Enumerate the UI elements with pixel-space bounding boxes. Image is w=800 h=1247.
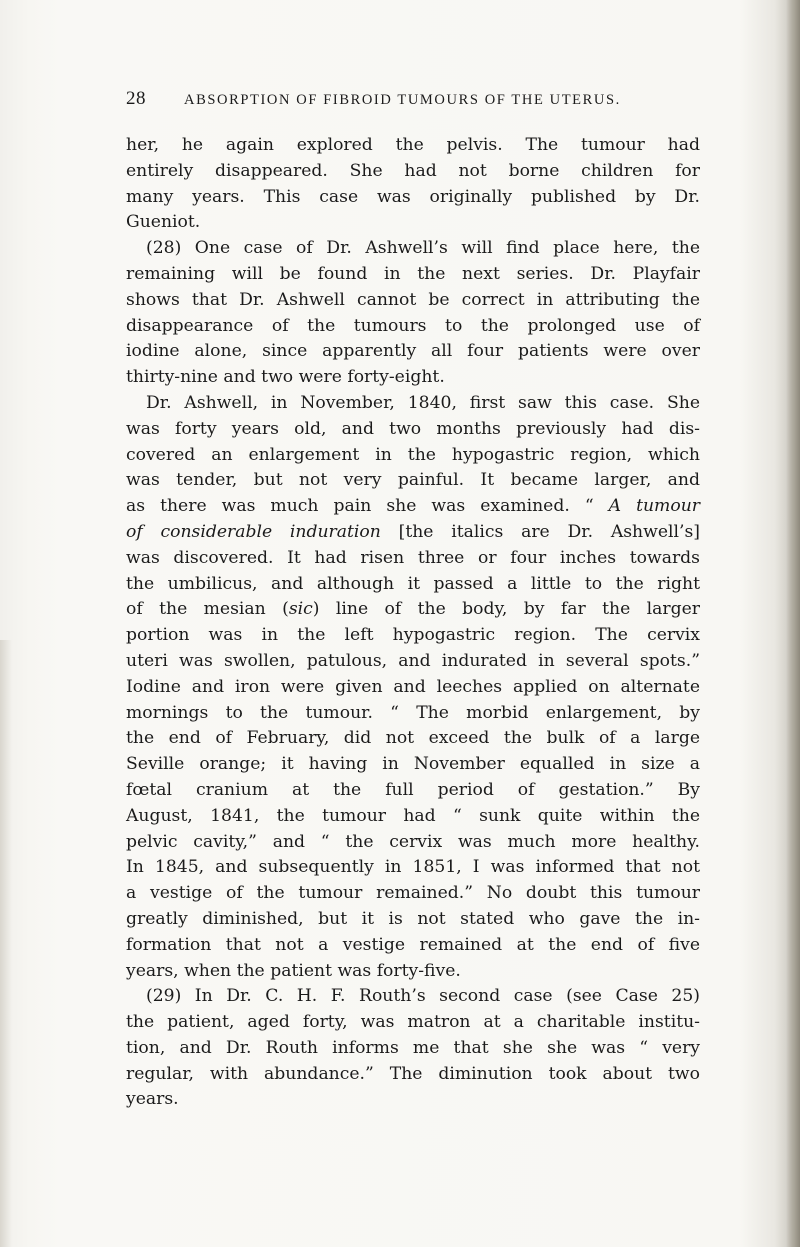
italic-text: sic — [288, 599, 313, 620]
text-line: shows that Dr. Ashwell cannot be correct in attributing the — [126, 289, 700, 310]
text-line: a vestige of the tumour remained.” No doubt this tumour — [126, 883, 700, 904]
running-head — [126, 88, 686, 112]
text-line: uteri was swollen, patulous, and indurated in several spots.” — [126, 650, 700, 671]
text-line-with-italics: as there was much pain she was examined. “ A tumour — [126, 496, 700, 517]
text-line: was forty years old, and two months previously had dis- — [126, 418, 700, 439]
text-line: the patient, aged forty, was matron at a charitable institu- — [126, 1012, 700, 1033]
text-line: the end of February, did not exceed the bulk of a large — [126, 728, 700, 749]
text-line: remaining will be found in the next series. Dr. Playfair — [126, 263, 700, 284]
text-line-with-italics: of the mesian (sic) line of the body, by far the larger — [126, 599, 700, 620]
text-line: greatly diminished, but it is not stated who gave the in- — [126, 908, 700, 929]
paragraph-start-28: (28) One case of Dr. Ashwell’s will find place here, the — [146, 238, 700, 259]
text-line: disappearance of the tumours to the prolonged use of — [126, 315, 700, 336]
text-line: Iodine and iron were given and leeches applied on alternate — [126, 676, 700, 697]
text-line: her, he again explored the pelvis. The tumour had — [126, 135, 700, 155]
text-line: Seville orange; it having in November equalled in size a — [126, 754, 700, 775]
page-edge-right — [786, 0, 800, 1247]
text-line: was tender, but not very painful. It became larger, and — [126, 470, 700, 491]
paragraph-start-ashwell: Dr. Ashwell, in November, 1840, first saw this case. She — [146, 392, 700, 413]
text-line-with-italics: of considerable induration [the italics are Dr. Ashwell’s] — [126, 521, 700, 542]
text-line: portion was in the left hypogastric region. The cervix — [126, 625, 700, 646]
body-text — [126, 133, 700, 1113]
paragraph-start-29: (29) In Dr. C. H. F. Routh’s second case (see Case 25) — [146, 986, 700, 1007]
text-line: entirely disappeared. She had not borne children for — [126, 160, 700, 181]
page-number: 28 — [126, 88, 146, 109]
text-line: was discovered. It had risen three or four inches towards — [126, 547, 700, 568]
italic-text: A tumour — [608, 496, 700, 517]
text-line: iodine alone, since apparently all four patients were over — [126, 341, 700, 362]
text-line: Gueniot. — [126, 212, 201, 233]
text-line: thirty-nine and two were forty-eight. — [126, 367, 445, 388]
text-line: regular, with abundance.” The diminution took about two — [126, 1063, 700, 1084]
text-line: years, when the patient was forty-five. — [126, 960, 461, 981]
text-line: In 1845, and subsequently in 1851, I was informed that not — [126, 857, 700, 878]
text-line: August, 1841, the tumour had “ sunk quite within the — [126, 805, 700, 826]
italic-text: of considerable induration — [126, 521, 381, 542]
text-line: mornings to the tumour. “ The morbid enlargement, by — [126, 702, 700, 723]
running-title: ABSORPTION OF FIBROID TUMOURS OF THE UTERUS. — [184, 92, 621, 108]
text-line: the umbilicus, and although it passed a little to the right — [126, 573, 700, 594]
text-line: pelvic cavity,” and “ the cervix was much more healthy. — [126, 831, 700, 852]
text-line: tion, and Dr. Routh informs me that she she was “ very — [126, 1037, 700, 1058]
text-line: many years. This case was originally published by Dr. — [126, 186, 700, 207]
text-line: years. — [126, 1089, 179, 1110]
text-line: formation that not a vestige remained at the end of five — [126, 934, 700, 955]
text-line: covered an enlargement in the hypogastric region, which — [126, 444, 700, 465]
text-line: fœtal cranium at the full period of gestation.” By — [126, 779, 700, 800]
page-shadow-left — [0, 640, 12, 1247]
